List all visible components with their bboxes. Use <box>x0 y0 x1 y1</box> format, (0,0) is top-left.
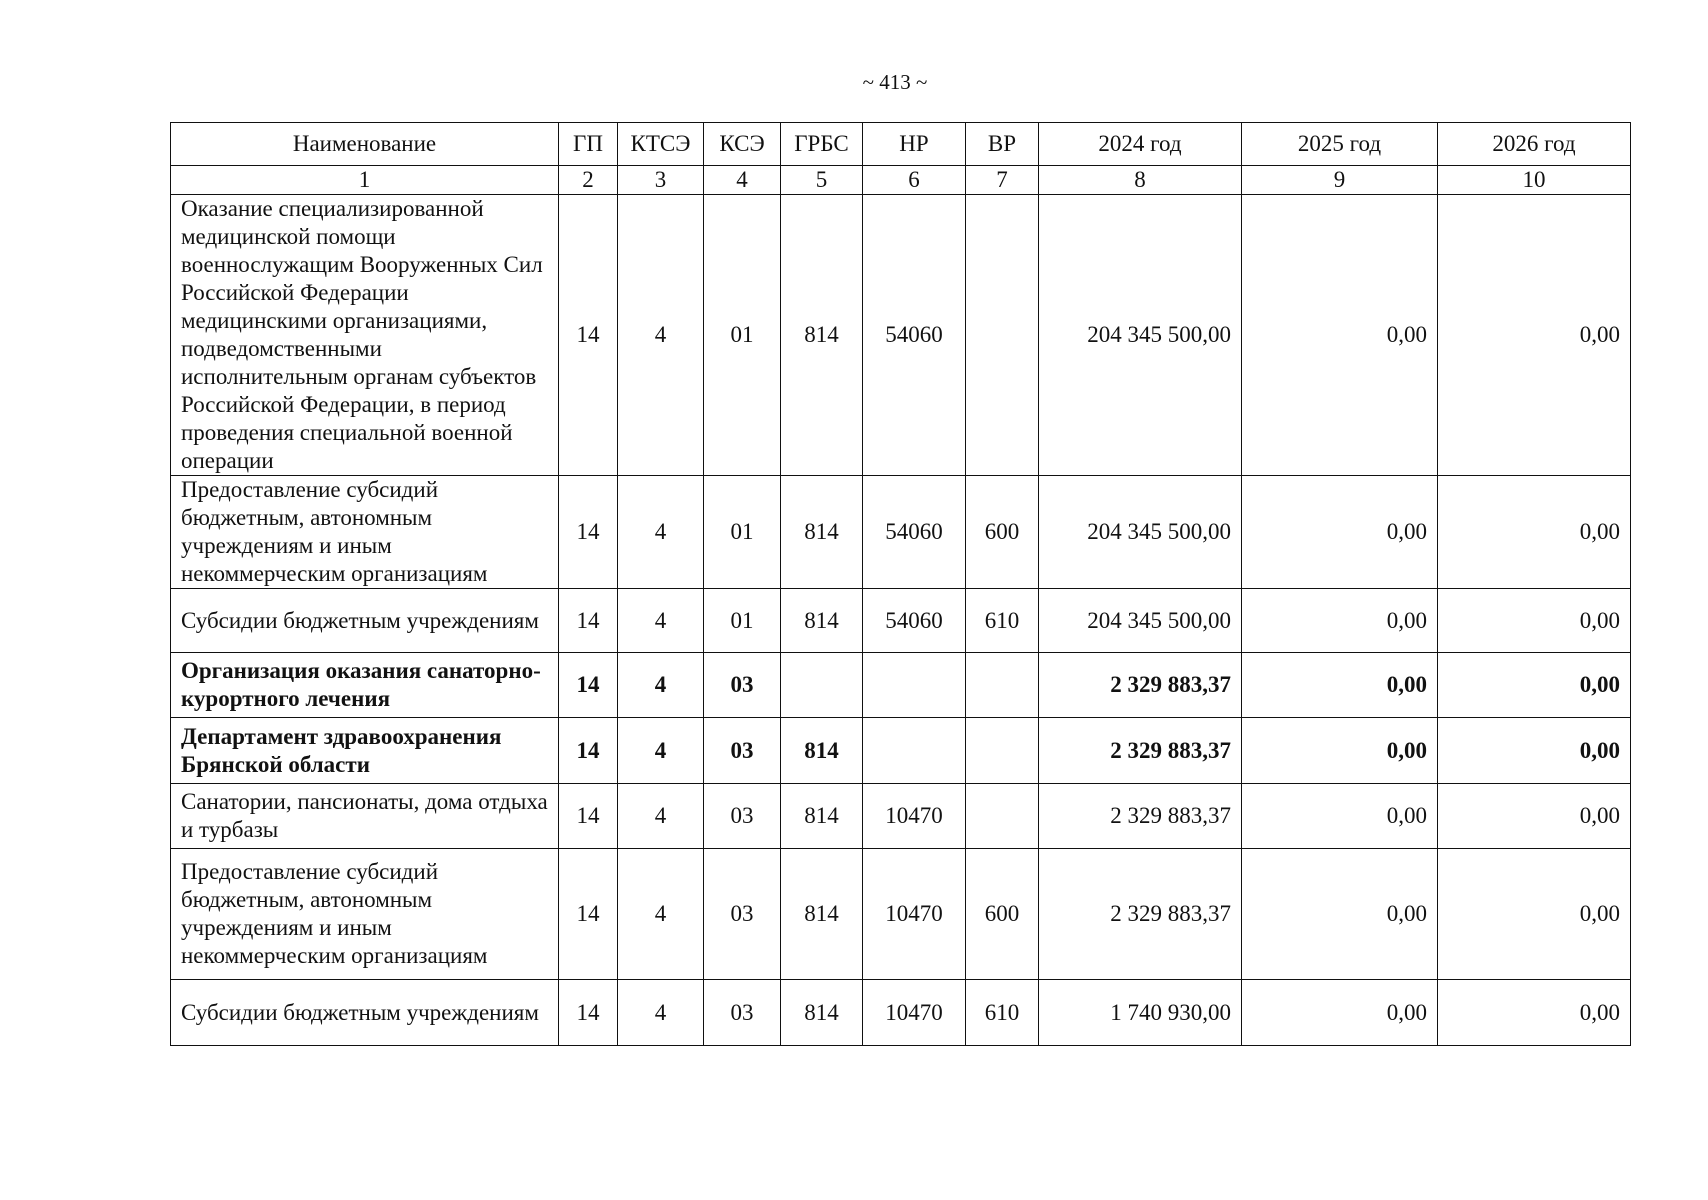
row-name-cell: Предоставление субсидий бюджетным, автономным учреждениям и иным некоммерческим организациям <box>171 849 559 980</box>
row-name-cell: Департамент здравоохранения Брянской области <box>171 718 559 784</box>
amount-2024-cell: 2 329 883,37 <box>1039 784 1242 849</box>
row-name-cell: Предоставление субсидий бюджетным, автономным учреждениям и иным некоммерческим организациям <box>171 476 559 589</box>
column-number-row <box>171 166 1631 195</box>
page-number: ~ 413 ~ <box>862 70 928 94</box>
nr-cell: 54060 <box>863 476 966 589</box>
header-name: Наименование <box>171 123 559 166</box>
budget-table <box>170 122 1631 1046</box>
amount-2026-cell: 0,00 <box>1438 476 1631 589</box>
gp-cell: 14 <box>559 589 618 653</box>
kse-cell: 01 <box>704 476 781 589</box>
amount-2024-cell: 204 345 500,00 <box>1039 589 1242 653</box>
table-row <box>171 784 1631 849</box>
nr-cell: 10470 <box>863 784 966 849</box>
column-number: 5 <box>781 166 863 195</box>
column-number: 10 <box>1438 166 1631 195</box>
vr-cell <box>966 195 1039 476</box>
gp-cell: 14 <box>559 980 618 1046</box>
amount-2025-cell: 0,00 <box>1242 195 1438 476</box>
kse-cell: 03 <box>704 784 781 849</box>
row-name-cell: Субсидии бюджетным учреждениям <box>171 980 559 1046</box>
header-2025: 2025 год <box>1242 123 1438 166</box>
nr-cell <box>863 718 966 784</box>
ktse-cell: 4 <box>618 653 704 718</box>
kse-cell: 03 <box>704 849 781 980</box>
grbs-cell: 814 <box>781 980 863 1046</box>
header-kse: КСЭ <box>704 123 781 166</box>
vr-cell <box>966 653 1039 718</box>
row-name-cell: Организация оказания санаторно-курортного лечения <box>171 653 559 718</box>
amount-2024-cell: 2 329 883,37 <box>1039 849 1242 980</box>
amount-2026-cell: 0,00 <box>1438 653 1631 718</box>
ktse-cell: 4 <box>618 195 704 476</box>
grbs-cell: 814 <box>781 849 863 980</box>
table-row <box>171 718 1631 784</box>
amount-2024-cell: 204 345 500,00 <box>1039 476 1242 589</box>
amount-2026-cell: 0,00 <box>1438 718 1631 784</box>
grbs-cell <box>781 653 863 718</box>
table-row <box>171 476 1631 589</box>
table-row <box>171 849 1631 980</box>
table-row <box>171 653 1631 718</box>
amount-2026-cell: 0,00 <box>1438 980 1631 1046</box>
column-number: 4 <box>704 166 781 195</box>
amount-2024-cell: 2 329 883,37 <box>1039 718 1242 784</box>
column-number: 7 <box>966 166 1039 195</box>
header-ktse: КТСЭ <box>618 123 704 166</box>
vr-cell: 610 <box>966 980 1039 1046</box>
nr-cell: 10470 <box>863 980 966 1046</box>
kse-cell: 01 <box>704 195 781 476</box>
header-nr: НР <box>863 123 966 166</box>
nr-cell: 54060 <box>863 195 966 476</box>
vr-cell <box>966 718 1039 784</box>
vr-cell <box>966 784 1039 849</box>
gp-cell: 14 <box>559 195 618 476</box>
amount-2025-cell: 0,00 <box>1242 476 1438 589</box>
table-row <box>171 589 1631 653</box>
nr-cell: 10470 <box>863 849 966 980</box>
amount-2025-cell: 0,00 <box>1242 653 1438 718</box>
ktse-cell: 4 <box>618 849 704 980</box>
vr-cell: 610 <box>966 589 1039 653</box>
amount-2025-cell: 0,00 <box>1242 589 1438 653</box>
amount-2025-cell: 0,00 <box>1242 718 1438 784</box>
nr-cell <box>863 653 966 718</box>
column-number: 3 <box>618 166 704 195</box>
amount-2026-cell: 0,00 <box>1438 195 1631 476</box>
amount-2025-cell: 0,00 <box>1242 980 1438 1046</box>
grbs-cell: 814 <box>781 589 863 653</box>
row-name-cell: Оказание специализированной медицинской помощи военнослужащим Вооруженных Сил Российской Федерации медицинскими организациями, подведомственными исполнительным органам субъектов Российской Федерации, в период проведения специальной военной операции <box>171 195 559 476</box>
ktse-cell: 4 <box>618 589 704 653</box>
ktse-cell: 4 <box>618 476 704 589</box>
gp-cell: 14 <box>559 718 618 784</box>
ktse-cell: 4 <box>618 718 704 784</box>
table-row <box>171 195 1631 476</box>
header-vr: ВР <box>966 123 1039 166</box>
column-number: 9 <box>1242 166 1438 195</box>
kse-cell: 03 <box>704 718 781 784</box>
amount-2025-cell: 0,00 <box>1242 849 1438 980</box>
kse-cell: 03 <box>704 980 781 1046</box>
column-number: 8 <box>1039 166 1242 195</box>
grbs-cell: 814 <box>781 718 863 784</box>
header-gp: ГП <box>559 123 618 166</box>
kse-cell: 03 <box>704 653 781 718</box>
gp-cell: 14 <box>559 653 618 718</box>
amount-2026-cell: 0,00 <box>1438 784 1631 849</box>
row-name-cell: Субсидии бюджетным учреждениям <box>171 589 559 653</box>
ktse-cell: 4 <box>618 980 704 1046</box>
header-row <box>171 123 1631 166</box>
gp-cell: 14 <box>559 476 618 589</box>
amount-2025-cell: 0,00 <box>1242 784 1438 849</box>
grbs-cell: 814 <box>781 476 863 589</box>
grbs-cell: 814 <box>781 195 863 476</box>
ktse-cell: 4 <box>618 784 704 849</box>
header-2026: 2026 год <box>1438 123 1631 166</box>
vr-cell: 600 <box>966 849 1039 980</box>
kse-cell: 01 <box>704 589 781 653</box>
header-2024: 2024 год <box>1039 123 1242 166</box>
amount-2024-cell: 1 740 930,00 <box>1039 980 1242 1046</box>
table-row <box>171 980 1631 1046</box>
amount-2026-cell: 0,00 <box>1438 849 1631 980</box>
grbs-cell: 814 <box>781 784 863 849</box>
vr-cell: 600 <box>966 476 1039 589</box>
amount-2026-cell: 0,00 <box>1438 589 1631 653</box>
gp-cell: 14 <box>559 849 618 980</box>
column-number: 2 <box>559 166 618 195</box>
amount-2024-cell: 204 345 500,00 <box>1039 195 1242 476</box>
column-number: 1 <box>171 166 559 195</box>
header-grbs: ГРБС <box>781 123 863 166</box>
amount-2024-cell: 2 329 883,37 <box>1039 653 1242 718</box>
gp-cell: 14 <box>559 784 618 849</box>
row-name-cell: Санатории, пансионаты, дома отдыха и турбазы <box>171 784 559 849</box>
column-number: 6 <box>863 166 966 195</box>
nr-cell: 54060 <box>863 589 966 653</box>
